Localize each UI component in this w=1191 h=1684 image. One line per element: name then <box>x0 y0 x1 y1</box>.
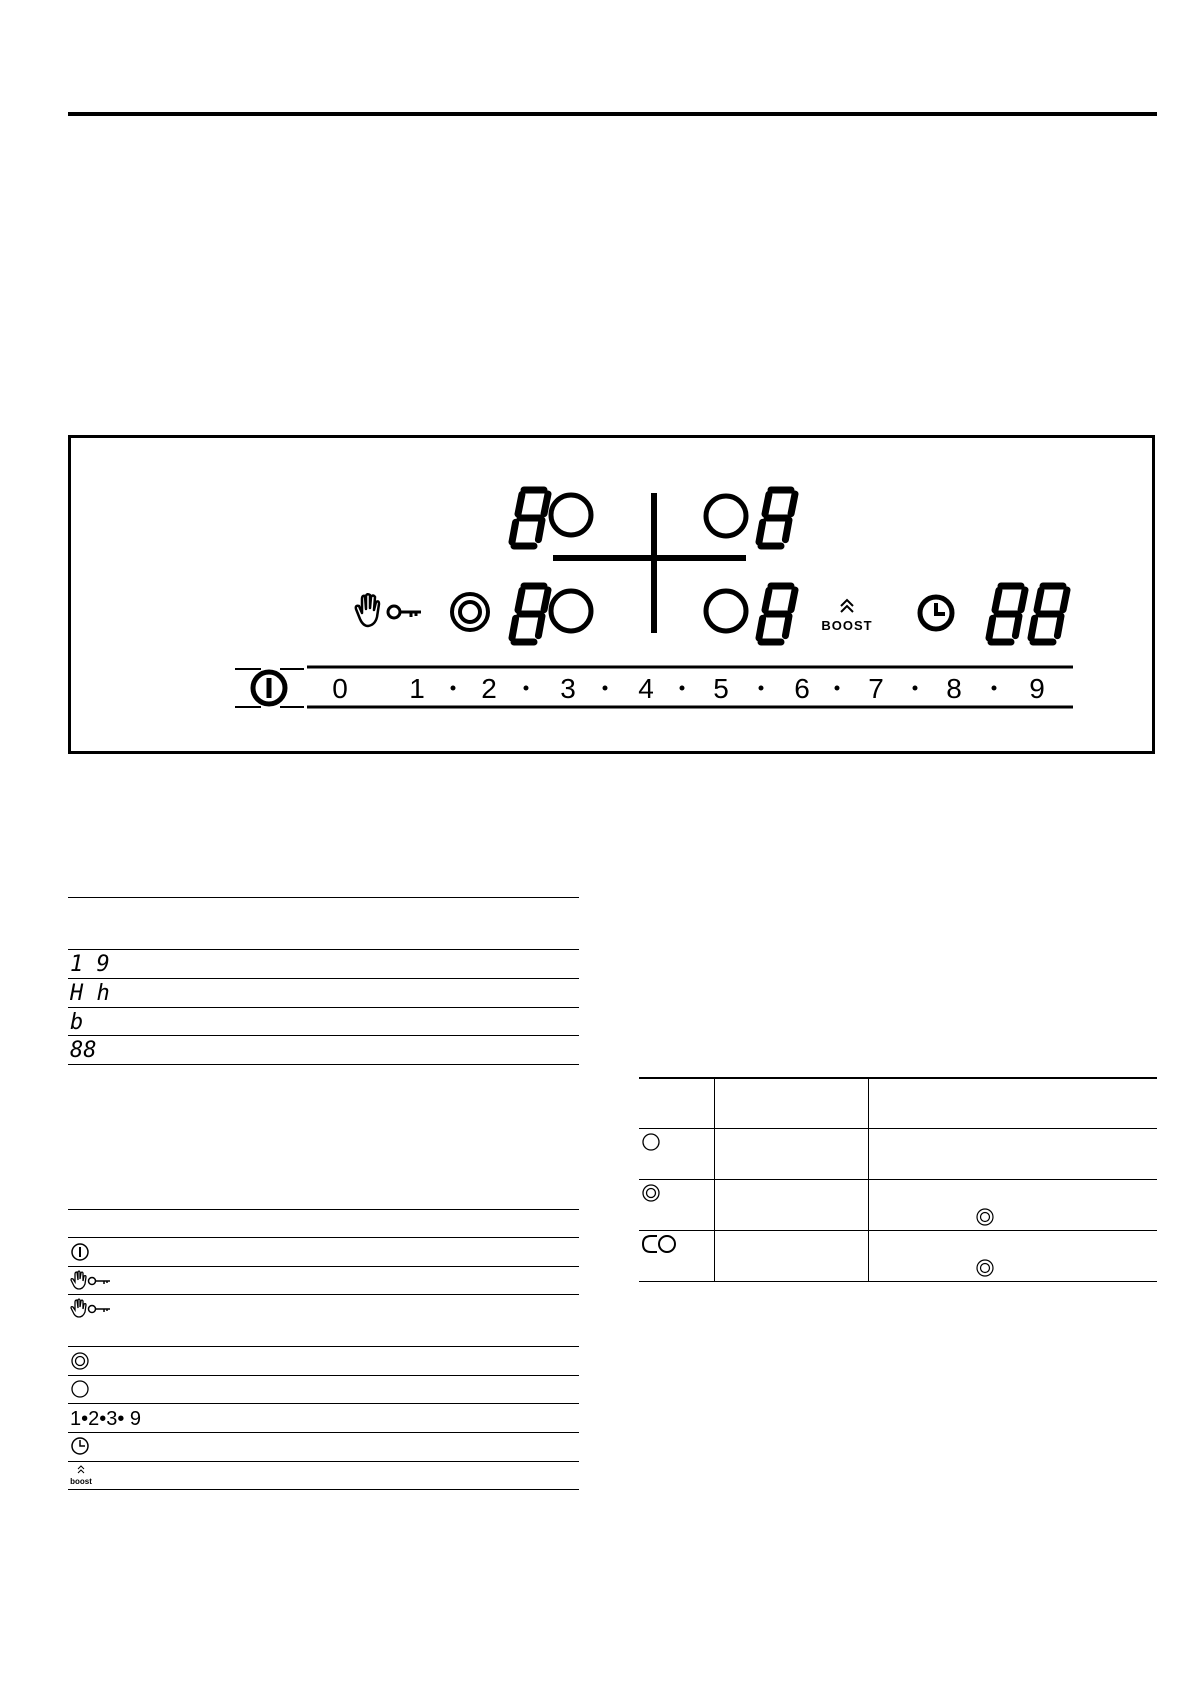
timer-clock-icon[interactable] <box>920 597 952 629</box>
power-icon <box>70 1242 92 1262</box>
key-icon[interactable] <box>388 606 421 618</box>
boost-small-label: boost <box>70 1477 92 1486</box>
slider-digit-8[interactable]: 8 <box>946 673 962 704</box>
zone-display-bottom-left <box>512 586 548 642</box>
slider-dot <box>759 686 764 691</box>
slider-digit-0[interactable]: 0 <box>332 673 348 704</box>
header-rule <box>68 112 1157 116</box>
display-symbol: b <box>70 1010 84 1034</box>
boost-label: BOOST <box>821 618 873 633</box>
zone-icon <box>70 1379 92 1399</box>
seg-b-icon <box>70 1010 130 1034</box>
slider-digit-6[interactable]: 6 <box>794 673 810 704</box>
slider-dot <box>680 686 685 691</box>
seg-1-9-icon <box>70 952 130 976</box>
slider-dot <box>603 686 608 691</box>
zone-icon <box>706 591 746 631</box>
seg-H-h-icon <box>70 981 130 1005</box>
zone-display-top-right <box>759 490 795 546</box>
zone-icon <box>706 496 746 536</box>
single-zone-icon <box>641 1132 663 1152</box>
column-divider <box>714 1077 715 1282</box>
timer-display <box>1031 586 1067 642</box>
control-panel-diagram <box>68 435 1155 754</box>
control-panel-svg <box>71 438 1152 751</box>
slider-digit-7[interactable]: 7 <box>868 673 884 704</box>
childlock-icon <box>70 1298 116 1320</box>
column-divider <box>868 1077 869 1282</box>
display-symbol: H h <box>70 981 110 1005</box>
power-levels-icon <box>70 1406 160 1430</box>
display-symbol: 88 <box>70 1038 97 1062</box>
boost-small-icon <box>70 1463 100 1489</box>
slider-dot <box>835 686 840 691</box>
slider-dot <box>913 686 918 691</box>
dual-zone-icon <box>641 1183 663 1203</box>
zone-display-bottom-right <box>759 586 795 642</box>
childlock-hand-icon[interactable] <box>356 594 379 626</box>
power-button[interactable] <box>235 669 304 707</box>
zones-table <box>639 1077 1157 1282</box>
dual-zone-small-icon <box>975 1207 995 1227</box>
slider-digit-1[interactable]: 1 <box>409 673 425 704</box>
dual-zone-icon[interactable] <box>452 594 488 630</box>
slider-digit-4[interactable]: 4 <box>638 673 654 704</box>
zone-icon <box>551 495 591 535</box>
power-levels-symbol: 1•2•3• 9 <box>70 1408 142 1430</box>
timer-display <box>989 586 1025 642</box>
slider-dot <box>992 686 997 691</box>
slider-digit-2[interactable]: 2 <box>481 673 497 704</box>
slider-digit-9[interactable]: 9 <box>1029 673 1045 704</box>
dual-zone-icon <box>70 1351 92 1371</box>
zone-icon <box>551 591 591 631</box>
controls-table <box>68 1209 579 1494</box>
slider-dot <box>524 686 529 691</box>
extended-zone-icon <box>641 1233 681 1255</box>
dual-zone-small-icon <box>975 1258 995 1278</box>
display-symbol: 1 9 <box>70 952 110 976</box>
timer-icon <box>70 1436 92 1456</box>
slider-digit-3[interactable]: 3 <box>560 673 576 704</box>
zone-display-top-left <box>512 490 548 546</box>
slider-digit-5[interactable]: 5 <box>713 673 729 704</box>
seg-88-icon <box>70 1038 130 1062</box>
power-level-slider[interactable] <box>332 673 1045 704</box>
childlock-icon <box>70 1270 116 1292</box>
displays-table <box>68 897 579 1067</box>
boost-icon[interactable] <box>821 600 872 633</box>
slider-dot <box>451 686 456 691</box>
